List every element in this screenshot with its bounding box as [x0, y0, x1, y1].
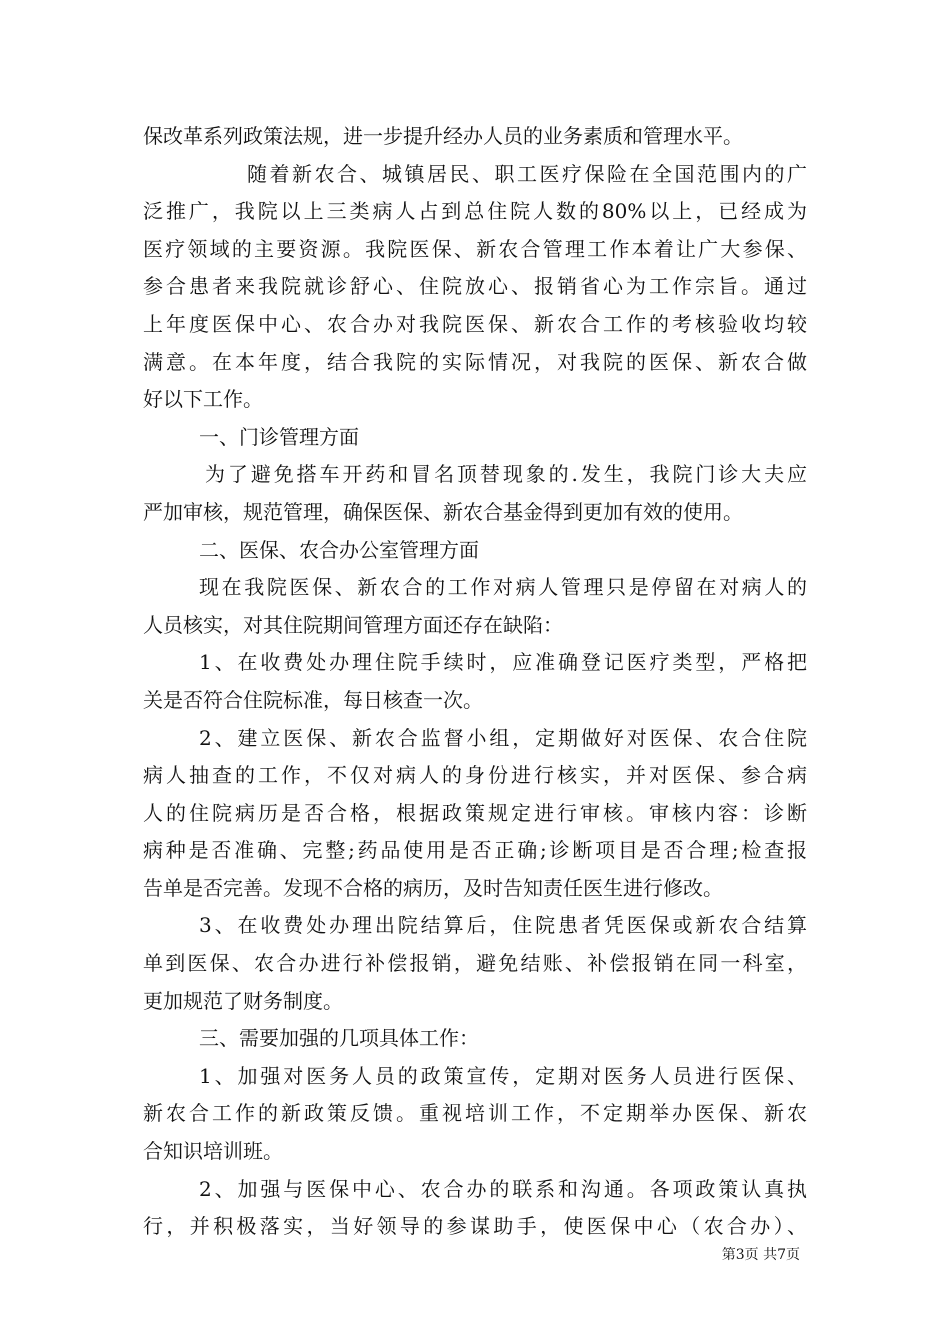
text-line: 上年度医保中心、农合办对我院医保、新农合工作的考核验收均较 [143, 311, 807, 336]
text-line: 新农合工作的新政策反馈。重视培训工作，不定期举办医保、新农 [143, 1101, 807, 1126]
text-line: 2、建立医保、新农合监督小组，定期做好对医保、农合住院 [199, 725, 807, 750]
text-line: 随着新农合、城镇居民、职工医疗保险在全国范围内的广 [247, 161, 807, 186]
text-line: 告单是否完善。发现不合格的病历，及时告知责任医生进行修改。 [143, 875, 723, 900]
text-line: 3、在收费处办理出院结算后，住院患者凭医保或新农合结算 [199, 913, 807, 938]
text-line: 为了避免搭车开药和冒名顶替现象的.发生，我院门诊大夫应 [205, 462, 807, 487]
text-line: 好以下工作。 [143, 387, 263, 412]
text-line: 医疗领域的主要资源。我院医保、新农合管理工作本着让广大参保、 [143, 236, 807, 261]
text-line: 保改革系列政策法规，进一步提升经办人员的业务素质和管理水平。 [143, 124, 743, 148]
text-line: 1、加强对医务人员的政策宣传，定期对医务人员进行医保、 [199, 1063, 807, 1088]
text-line: 参合患者来我院就诊舒心、住院放心、报销省心为工作宗旨。通过 [143, 274, 807, 299]
text-line: 1、在收费处办理住院手续时，应准确登记医疗类型，严格把 [199, 650, 807, 675]
text-line: 病人抽查的工作，不仅对病人的身份进行核实，并对医保、参合病 [143, 763, 807, 788]
text-line: 单到医保、农合办进行补偿报销，避免结账、补偿报销在同一科室， [143, 951, 807, 976]
text-line: 病种是否准确、完整;药品使用是否正确;诊断项目是否合理;检查报 [143, 838, 807, 863]
text-line: 泛推广，我院以上三类病人占到总住院人数的80%以上，已经成为 [143, 199, 807, 224]
text-line: 行，并积极落实，当好领导的参谋助手，使医保中心（农合办）、 [143, 1214, 807, 1239]
text-line: 现在我院医保、新农合的工作对病人管理只是停留在对病人的 [199, 575, 807, 600]
text-line: 合知识培训班。 [143, 1139, 283, 1164]
text-line: 人员核实，对其住院期间管理方面还存在缺陷： [143, 612, 563, 637]
page-number: 第3页 共7页 [721, 1247, 800, 1263]
text-line: 关是否符合住院标准，每日核查一次。 [143, 687, 483, 712]
text-line: 严加审核，规范管理，确保医保、新农合基金得到更加有效的使用。 [143, 499, 743, 524]
text-line: 人的住院病历是否合格，根据政策规定进行审核。审核内容：诊断 [143, 800, 807, 825]
text-line: 二、医保、农合办公室管理方面 [199, 537, 479, 562]
document-body [143, 118, 807, 1246]
text-line: 更加规范了财务制度。 [143, 988, 343, 1013]
text-line: 2、加强与医保中心、农合办的联系和沟通。各项政策认真执 [199, 1176, 807, 1201]
text-line: 三、需要加强的几项具体工作： [199, 1026, 479, 1051]
text-line: 满意。在本年度，结合我院的实际情况，对我院的医保、新农合做 [143, 349, 807, 374]
text-line: 一、门诊管理方面 [199, 424, 359, 449]
